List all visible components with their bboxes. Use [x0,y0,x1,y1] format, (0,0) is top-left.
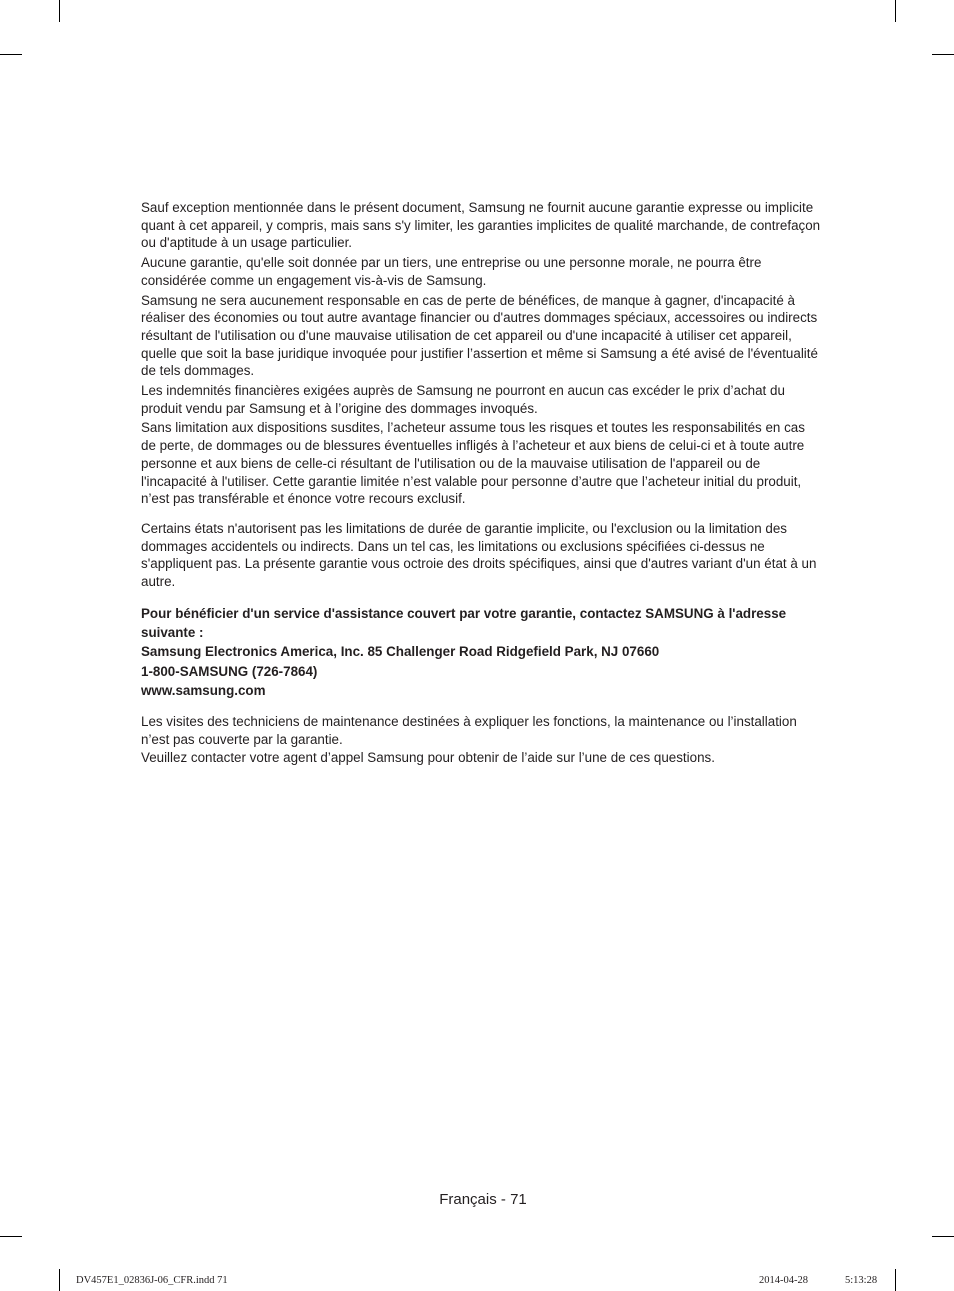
paragraph-buyer-risk: Sans limitation aux dispositions susdites, l’acheteur assume tous les risques et toutes les responsabilités en cas de perte, de dommages ou de blessures éventuelles infligés à l’acheteur et aux biens de celui-ci et à toute autre personne et aux biens de celle-ci résultant de l'utilisation ou de la mauvaise utilisation de l'appareil ou de l'incapacité à l'utiliser. Cette garantie limitée n’est valable pour personne d’autre que l’acheteur initial du produit, n’est pas transférable et énonce votre recours exclusif. [141,420,805,507]
crop-mark-bottom-right-horizontal [932,1236,954,1237]
paragraph-liability-exclusion: Samsung ne sera aucunement responsable en cas de perte de bénéfices, de manque à gagner, d'incapacité à réaliser des économies ou tout autre avantage financier ou d'autres dommages spéciaux, accessoires ou indirects résultant de l'utilisation ou d'une mauvaise utilisation de cet appareil ou d'une incapacité à utiliser cet appareil, quelle que soit la base juridique invoquée pour justifier l’assertion et même si Samsung a été avisé de l'éventualité de tels dommages. [141,292,818,379]
contact-heading: Pour bénéficier d'un service d'assistance couvert par votre garantie, contactez SAMSUNG à l'adresse suivante : [141,605,787,641]
slug-time: 5:13:28 [845,1275,878,1286]
paragraph-no-express-warranty: Sauf exception mentionnée dans le présent document, Samsung ne fournit aucune garantie expresse ou implicite quant à cet appareil, y compris, mais sans s'y limiter, les garanties implicites de qualité marchande, de contrefaçon ou d'aptitude à un usage particulier. [141,200,821,251]
crop-mark-top-left-horizontal [0,54,22,55]
paragraph-state-rights: Certains états n'autorisent pas les limitations de durée de garantie implicite, ou l'exclusion ou la limitation des dommages accidentels ou indirects. Dans un tel cas, les limitations ou exclusions spécifiées ci-dessus ne s'appliquent pas. La présente garantie vous octroie des droits spécifiques, ainsi que d'autres variant d'un état à un autre. [141,520,817,590]
crop-mark-top-left-vertical [59,0,60,22]
note-contact-agent: Veuillez contacter votre agent d’appel Samsung pour obtenir de l’aide sur l’une de ces questions. [141,749,715,765]
crop-mark-top-right-horizontal [932,54,954,55]
crop-mark-bottom-left-horizontal [0,1236,22,1237]
contact-block [141,604,821,700]
crop-mark-top-right-vertical [895,0,896,22]
note-technician-visits: Les visites des techniciens de maintenance destinées à expliquer les fonctions, la maintenance ou l’installation n’est pas couverte par la garantie. [141,714,797,747]
crop-mark-bottom-left-vertical [59,1269,60,1291]
page-number: Français - 71 [439,1191,527,1208]
contact-website[interactable]: www.samsung.com [141,682,266,698]
warranty-text [141,199,821,766]
contact-address: Samsung Electronics America, Inc. 85 Challenger Road Ridgefield Park, NJ 07660 [141,644,660,660]
slug-file-name: DV457E1_02836J-06_CFR.indd 71 [76,1275,228,1286]
crop-mark-bottom-right-vertical [895,1269,896,1291]
slug-date: 2014-04-28 [759,1275,808,1286]
paragraph-compensation-limit: Les indemnités financières exigées auprès de Samsung ne pourront en aucun cas excéder le prix d’achat du produit vendu par Samsung et à l’origine des dommages invoqués. [141,383,785,416]
contact-phone: 1-800-SAMSUNG (726-7864) [141,663,318,679]
paragraph-third-party-warranty: Aucune garantie, qu'elle soit donnée par un tiers, une entreprise ou une personne morale, ne pourra être considérée comme un engagement vis-à-vis de Samsung. [141,255,762,288]
service-notes [141,713,821,766]
